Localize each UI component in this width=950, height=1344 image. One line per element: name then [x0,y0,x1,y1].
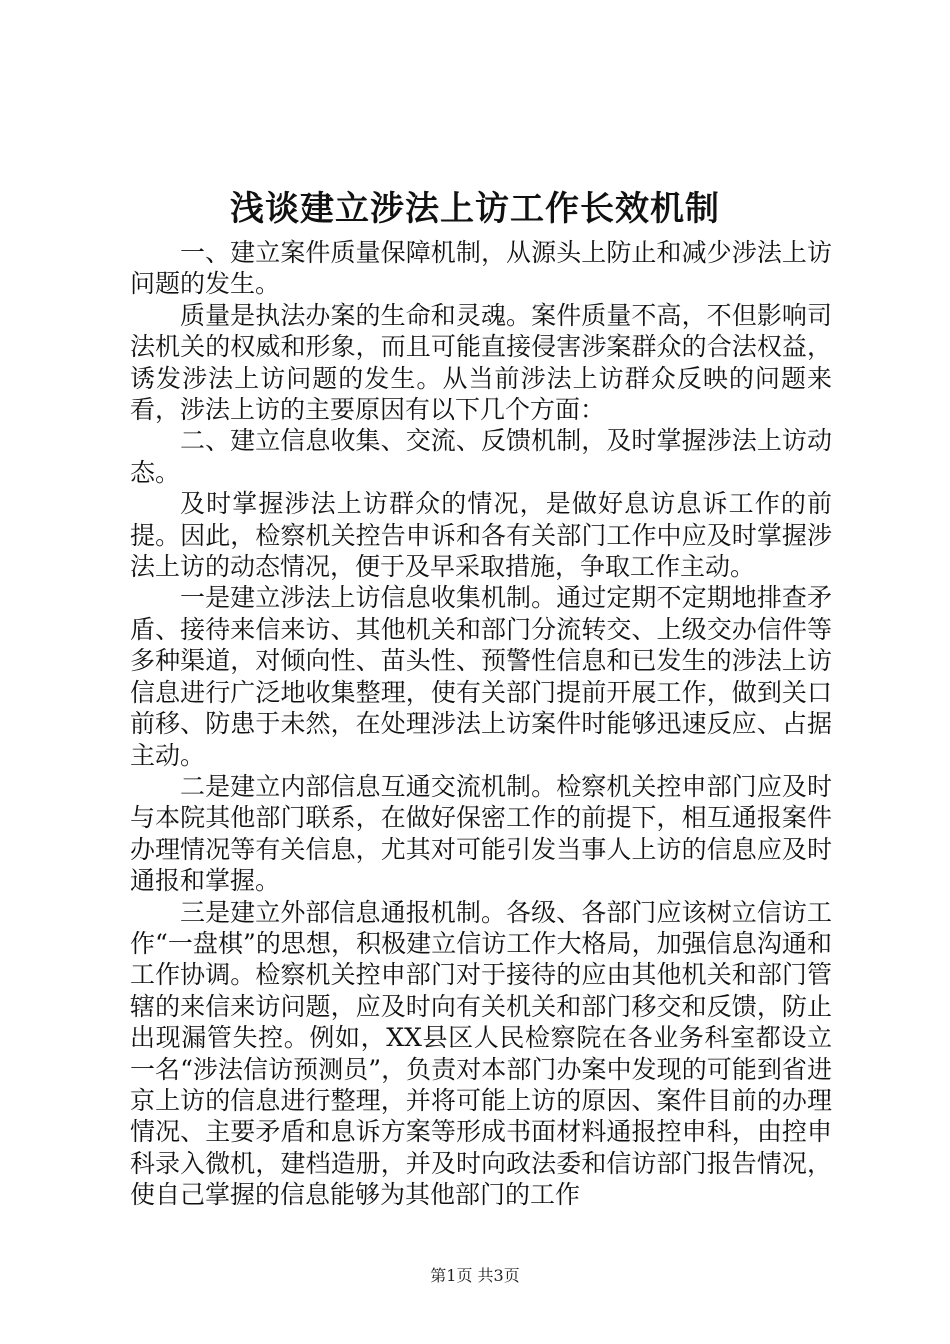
page-number-footer: 第1页 共3页 [430,1266,520,1285]
paragraph: 质量是执法办案的生命和灵魂。案件质量不高，不但影响司法机关的权威和形象，而且可能直接侵害涉案群众的合法权益，诱发涉法上访问题的发生。从当前涉法上访群众反映的问题来看，涉法上访的主要原因有以下几个方面： [130,300,832,425]
paragraph: 一是建立涉法上访信息收集机制。通过定期不定期地排查矛盾、接待来信来访、其他机关和部门分流转交、上级交办信件等多种渠道，对倾向性、苗头性、预警性信息和已发生的涉法上访信息进行广泛地收集整理，使有关部门提前开展工作，做到关口前移、防患于未然，在处理涉法上访案件时能够迅速反应、占据主动。 [130,583,832,770]
document-body [130,237,832,1211]
paragraph: 二、建立信息收集、交流、反馈机制，及时掌握涉法上访动态。 [130,426,832,487]
paragraph: 及时掌握涉法上访群众的情况，是做好息访息诉工作的前提。因此，检察机关控告申诉和各有关部门工作中应及时掌握涉法上访的动态情况，便于及早采取措施，争取工作主动。 [130,489,832,582]
paragraph: 一、建立案件质量保障机制，从源头上防止和减少涉法上访问题的发生。 [130,238,832,299]
paragraph: 三是建立外部信息通报机制。各级、各部门应该树立信访工作“一盘棋”的思想，积极建立信访工作大格局，加强信息沟通和工作协调。检察机关控申部门对于接待的应由其他机关和部门管辖的来信来访问题，应及时向有关机关和部门移交和反馈，防止出现漏管失控。例如，XX县区人民检察院在各业务科室都设立一名“涉法信访预测员”，负责对本部门办案中发现的可能到省进京上访的信息进行整理，并将可能上访的原因、案件目前的办理情况、主要矛盾和息诉方案等形成书面材料通报控申科，由控申科录入微机，建档造册，并及时向政法委和信访部门报告情况，使自己掌握的信息能够为其他部门的工作 [130,897,832,1210]
document-title: 浅谈建立涉法上访工作长效机制 [230,189,720,229]
paragraph: 二是建立内部信息互通交流机制。检察机关控申部门应及时与本院其他部门联系，在做好保密工作的前提下，相互通报案件办理情况等有关信息，尤其对可能引发当事人上访的信息应及时通报和掌握。 [130,771,832,896]
